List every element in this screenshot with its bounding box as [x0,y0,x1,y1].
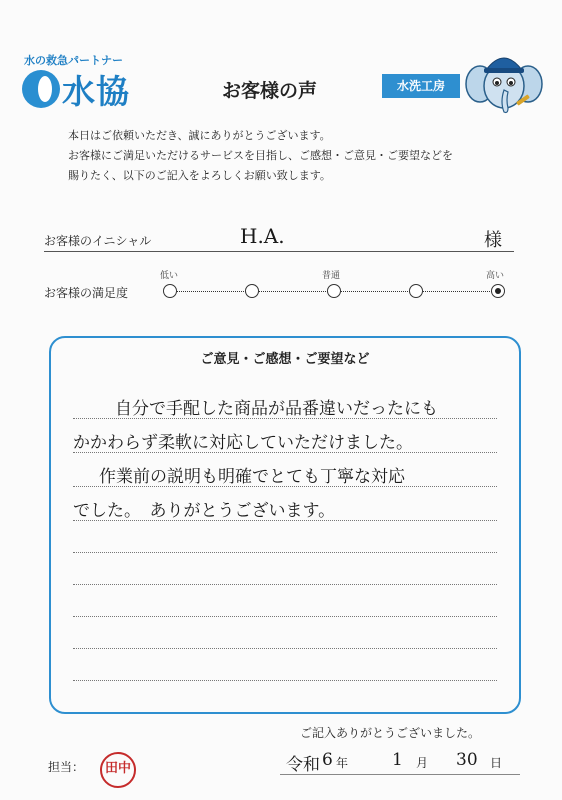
logo-text: 水協 [62,72,130,111]
satisfaction-option-4[interactable] [409,284,423,298]
company-tagline: 水の救急パートナー [24,54,123,67]
scale-mid-label: 普通 [322,271,341,281]
comment-line: かかわらず柔軟に対応していただけました。 [73,433,413,453]
comment-rule [73,452,497,453]
date-year: 6 [322,750,333,770]
comment-rule [73,616,497,617]
initials-underline [44,251,514,252]
comment-rule [73,552,497,553]
comment-rule [73,520,497,521]
date-month: 1 [392,750,403,770]
thank-you-note: ご記入ありがとうございました。 [300,726,481,740]
company-logo [22,68,162,112]
comment-rule [73,584,497,585]
date-day: 30 [456,750,478,770]
satisfaction-option-3[interactable] [327,284,341,298]
date-month-unit: 月 [416,756,429,770]
comment-rule [73,680,497,681]
brand-badge: 水洗工房 [382,74,460,98]
date-underline [280,774,520,775]
satisfaction-option-5[interactable] [491,284,505,298]
intro-line: お客様にご満足いただけるサービスを目指し、ご感想・ご意見・ご要望などを [68,149,453,162]
comment-rule [73,418,497,419]
date-era: 令和 [286,755,320,775]
scale-high-label: 高い [486,271,505,281]
intro-line: 本日はご依頼いただき、誠にありがとうございます。 [68,129,331,142]
initials-value: H.A. [240,224,285,248]
satisfaction-option-1[interactable] [163,284,177,298]
staff-stamp: 田中 [100,752,136,788]
staff-label: 担当： [48,760,85,774]
page-title: お客様の声 [222,80,318,102]
comment-rule [73,486,497,487]
water-drop-icon [22,70,60,108]
satisfaction-option-2[interactable] [245,284,259,298]
comment-rule [73,648,497,649]
comment-line: 自分で手配した商品が品番違いだったにも [115,399,438,419]
intro-line: 賜りたく、以下のご記入をよろしくお願い致します。 [68,169,331,182]
satisfaction-label: お客様の満足度 [44,286,129,300]
date-year-unit: 年 [336,756,349,770]
scale-low-label: 低い [160,271,179,281]
comments-title: ご意見・ご感想・ご要望など [200,352,370,367]
honorific-suffix: 様 [484,230,502,251]
intro-text [68,126,538,186]
date-day-unit: 日 [490,756,503,770]
elephant-mascot-icon [464,40,544,120]
comment-line: 作業前の説明も明確でとても丁寧な対応 [99,467,405,487]
comment-line: でした。 ありがとうございます。 [73,501,336,521]
comments-box [49,336,521,714]
initials-label: お客様のイニシャル [44,234,152,248]
